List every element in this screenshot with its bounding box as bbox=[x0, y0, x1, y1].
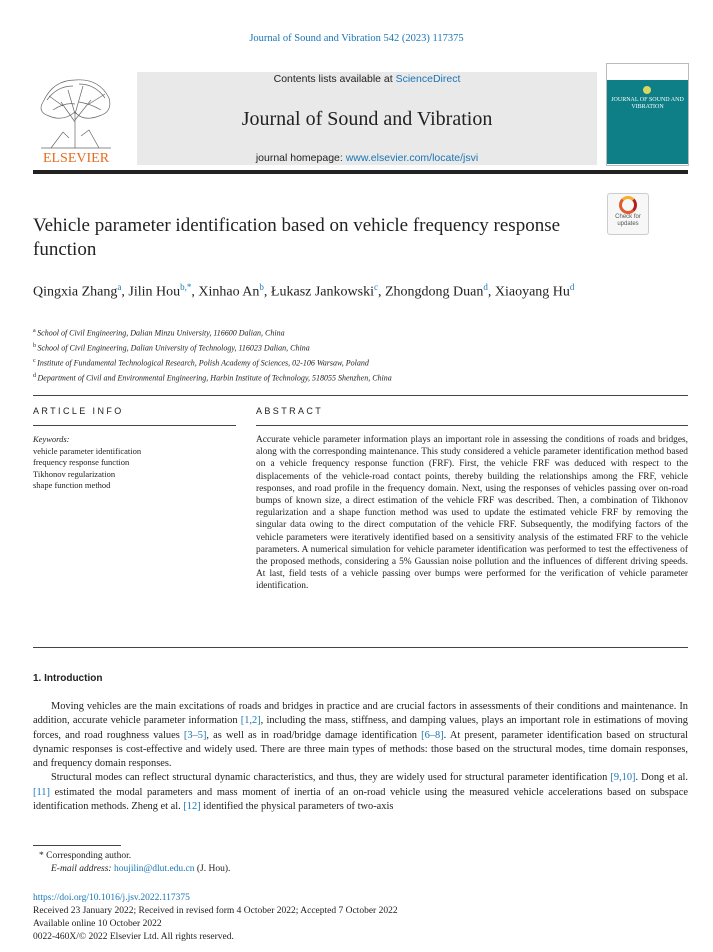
author-name: Łukasz Jankowski bbox=[270, 284, 374, 300]
author-name: Jilin Hou bbox=[128, 284, 181, 300]
introduction-body bbox=[33, 700, 688, 814]
article-info-heading: ARTICLE INFO bbox=[33, 406, 124, 416]
sciencedirect-link[interactable]: ScienceDirect bbox=[395, 73, 461, 85]
author-list: Qingxia Zhang$^a$, Jilin Hou$^{b,*}$, Xinhao An$^b$, Łukasz Jankowski$^c$, Zhongdong Duan$^d$, Xiaoyang Hu$^d$ bbox=[33, 282, 575, 300]
article-title: Vehicle parameter identification based on vehicle frequency response function bbox=[33, 215, 561, 260]
homepage-line: journal homepage: www.elsevier.com/locate/jsvi bbox=[255, 152, 479, 164]
check-updates-line2: updates bbox=[617, 220, 639, 227]
citation-link[interactable]: [12] bbox=[183, 801, 201, 813]
affiliation-item: $^a$ School of Civil Engineering, Dalian Minzu University, 116600 Dalian, China bbox=[33, 328, 285, 338]
author-affiliation-marker[interactable]: b bbox=[259, 282, 264, 292]
elsevier-tree-icon bbox=[33, 72, 119, 164]
footnote bbox=[33, 850, 433, 876]
citation-link[interactable]: [6–8] bbox=[421, 729, 444, 741]
cover-title: JOURNAL OF SOUND AND VIBRATION bbox=[611, 97, 684, 110]
keywords-block bbox=[33, 434, 233, 492]
citation-link[interactable]: [3–5] bbox=[183, 729, 207, 741]
author-name: Zhongdong Duan bbox=[384, 284, 484, 300]
doi-link[interactable]: https://doi.org/10.1016/j.jsv.2022.117375 bbox=[33, 893, 190, 903]
author-name: Xiaoyang Hu bbox=[494, 284, 570, 300]
abstract-text: Accurate vehicle parameter information plays an important role in assessing the conditions of roads and bridges, along with the corresponding maintenance. This study considered a vehicle parameter identification method based on a vehicle frequency response function (FRF). First, the vehicle FRF was deduced with respect to the displacements of the vehicle-road contact points, thereby building the relationships among the FRF, vehicle responses, and road profile in the frequency domain. Next, using the responses of vehicles passing over on-road bumps of known size, a direct estimation of the vehicle FRF was described. Then, a combination of Tikhonov regularization and a shape function method was used to update the estimated vehicle FRF by removing the singular data owing to the direct computation of the vehicle FRF. Subsequently, the modifying factors of the vehicle parameters were iteratively identified based on a sensitivity analysis of the estimated FRF to the vehicle parameters. A numerical simulation for vehicle parameter identification was performed to test the effectiveness of the proposed methods, considering a 5% Gaussian noise pollution and the influences of different driving speeds. At last, field tests of a vehicle passing over bumps were performed for the verification of vehicle parameter identification. bbox=[256, 435, 688, 592]
footnote-rule bbox=[33, 845, 121, 846]
affiliation-item: $^d$ Department of Civil and Environmental Engineering, Harbin Institute of Technology, 518055 Shenzhen, China bbox=[33, 373, 392, 384]
email-link[interactable]: houjilin@dlut.edu.cn bbox=[113, 864, 195, 874]
affiliation-list bbox=[33, 325, 633, 386]
author-affiliation-marker[interactable]: a bbox=[117, 282, 122, 292]
journal-title: Journal of Sound and Vibration bbox=[241, 108, 493, 130]
keywords-label: Keywords: bbox=[33, 434, 70, 444]
elsevier-logo bbox=[33, 72, 119, 164]
keyword-item: vehicle parameter identification bbox=[33, 445, 142, 456]
received-dates: Received 23 January 2022; Received in revised form 4 October 2022; Accepted 7 October 2022 bbox=[33, 906, 398, 916]
copyright: 0022-460X/© 2022 Elsevier Ltd. All rights reserved. bbox=[33, 932, 234, 942]
header-rule bbox=[33, 170, 688, 174]
author-name: Qingxia Zhang bbox=[33, 284, 118, 300]
introduction-heading: 1. Introduction bbox=[33, 673, 103, 684]
author-name: Xinhao An bbox=[198, 284, 260, 300]
keyword-item: shape function method bbox=[33, 480, 111, 490]
check-for-updates-button[interactable] bbox=[607, 193, 649, 235]
cover-emblem-icon bbox=[643, 86, 651, 94]
article-history bbox=[33, 892, 688, 944]
author-affiliation-marker[interactable]: d bbox=[569, 282, 575, 292]
author-affiliation-marker[interactable]: b,* bbox=[180, 282, 192, 292]
citation-link[interactable]: [11] bbox=[33, 786, 50, 798]
contents-line: Contents lists available at ScienceDirect bbox=[273, 73, 461, 85]
corresponding-author-note: * Corresponding author. bbox=[39, 851, 132, 861]
abstract-rule bbox=[256, 425, 688, 426]
check-updates-line1: Check for bbox=[615, 214, 641, 220]
online-date: Available online 10 October 2022 bbox=[33, 919, 162, 929]
homepage-link[interactable]: www.elsevier.com/locate/jsvi bbox=[345, 152, 479, 164]
abstract-heading: ABSTRACT bbox=[256, 406, 324, 416]
elsevier-wordmark: ELSEVIER bbox=[42, 151, 110, 164]
journal-cover[interactable] bbox=[606, 63, 689, 166]
email-line: E-mail address: houjilin@dlut.edu.cn (J. Hou). bbox=[51, 864, 231, 874]
intro-paragraph-2: Structural modes can reflect structural dynamic characteristics, and thus, they are widely used for structural parameter identification [9,10]. Dong et al. [11] estimated the modal parameters and mass moment of inertia of an on-road vehicle using the measured vehicle accelerations based on subspace identification methods. Zheng et al. [12] identified the physical parameters of two-axis bbox=[33, 772, 688, 813]
citation-link[interactable]: [1,2] bbox=[240, 715, 261, 727]
affiliation-item: $^b$ School of Civil Engineering, Dalian University of Technology, 116023 Dalian, China bbox=[33, 343, 310, 353]
info-top-rule bbox=[33, 395, 688, 396]
journal-citation-link[interactable]: Journal of Sound and Vibration 542 (2023) 117375 bbox=[249, 33, 464, 44]
journal-banner bbox=[137, 72, 597, 165]
check-updates-icon bbox=[619, 196, 637, 214]
author-affiliation-marker[interactable]: c bbox=[373, 282, 378, 292]
keyword-item: frequency response function bbox=[33, 457, 130, 467]
abstract-bottom-rule bbox=[33, 647, 688, 648]
affiliation-item: $^c$ Institute of Fundamental Technological Research, Polish Academy of Sciences, 02-106 Warsaw, Poland bbox=[33, 358, 369, 368]
info-rule bbox=[33, 425, 236, 426]
author-affiliation-marker[interactable]: d bbox=[483, 282, 488, 292]
keyword-item: Tikhonov regularization bbox=[33, 468, 116, 479]
citation-link[interactable]: [9,10] bbox=[610, 772, 636, 784]
intro-paragraph-1: Moving vehicles are the main excitations of roads and bridges in practice and are crucial factors in assessments of their conditions and maintenance. In addition, accurate vehicle parameter information [1,2], including the mass, stiffness, and damping values, plays an important role in estimations of moving forces, and road roughness values [3–5], as well as in road/bridge damage identification [6–8]. At present, parameter identification based on structural dynamic responses is cost-effective and widely used. There are three main types of methods: those based on the structural modes, time domain responses, and frequency domain responses. bbox=[33, 701, 688, 770]
